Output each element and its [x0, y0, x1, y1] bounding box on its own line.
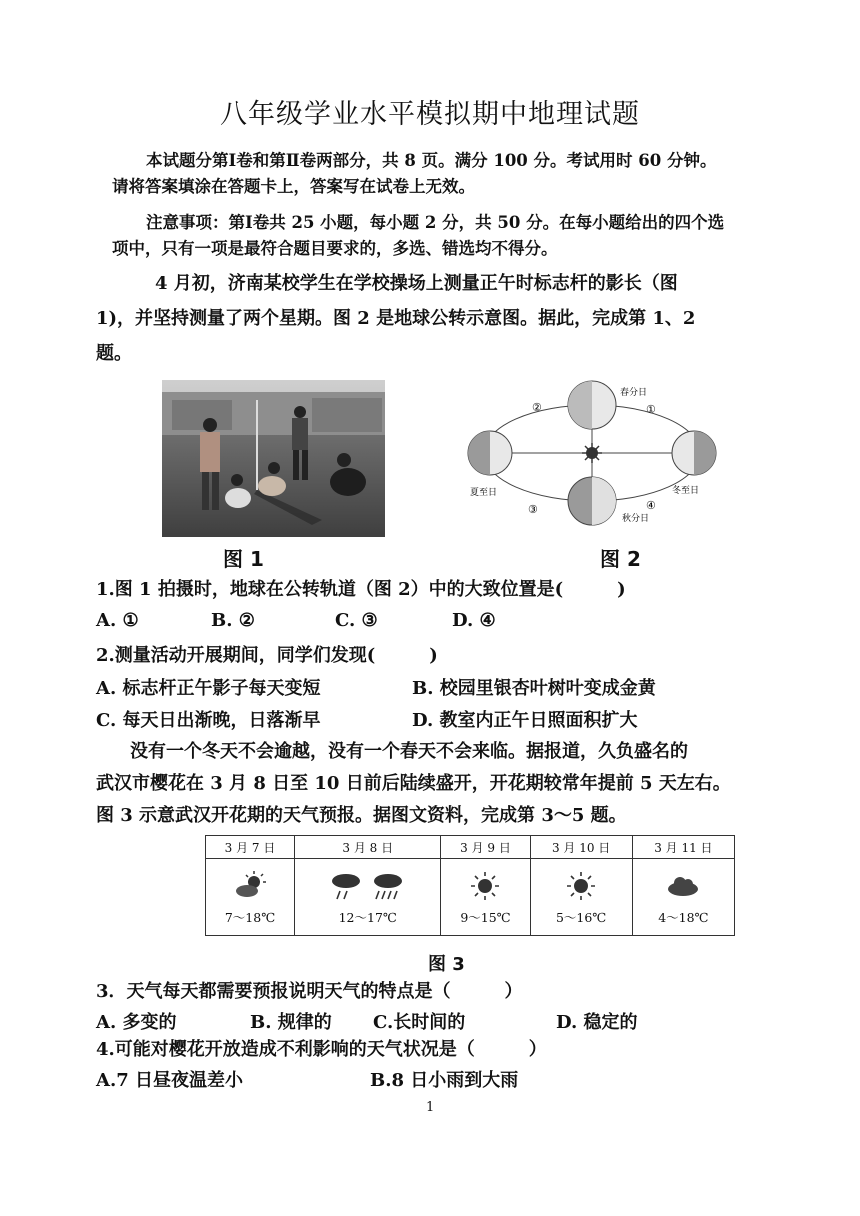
intro-line1: 本试题分第Ⅰ卷和第Ⅱ卷两部分，共 8 页。满分 100 分。考试用时 60 分钟。 [146, 151, 717, 170]
sun-icon [582, 443, 602, 463]
forecast-date: 3 月 8 日 [295, 836, 441, 859]
label-position-3: ③ [528, 503, 538, 516]
passage2-line2: 武汉市樱花在 3 月 8 日至 10 日前后陆续盛开，开花期较常年提前 5 天左右。 [96, 773, 731, 794]
q1-option-b: B. ② [211, 610, 255, 631]
q2-option-b: B. 校园里银杏叶树叶变成金黄 [412, 678, 656, 699]
forecast-date: 3 月 11 日 [632, 836, 734, 859]
q1-option-c: C. ③ [335, 610, 378, 631]
forecast-temp: 4～18℃ [658, 909, 709, 925]
q1-option-d: D. ④ [452, 610, 496, 631]
notice-line1: 注意事项：第Ⅰ卷共 25 小题，每小题 2 分，共 50 分。在每小题给出的四个选 [146, 213, 725, 232]
passage1-line3: 题。 [96, 343, 132, 364]
q4-option-a: A.7 日昼夜温差小 [96, 1070, 244, 1091]
figure2-revolution-diagram [462, 373, 722, 533]
forecast-date: 3 月 7 日 [206, 836, 295, 859]
rain-icon [326, 869, 410, 903]
forecast-temp: 12～17℃ [338, 909, 397, 925]
forecast-cell [295, 859, 441, 936]
partly-cloudy-icon [230, 869, 270, 903]
forecast-cell [530, 859, 632, 936]
figure2-caption: 图 2 [600, 547, 641, 571]
label-position-2: ② [532, 401, 542, 414]
forecast-cell [206, 859, 295, 936]
passage2-line1: 没有一个冬天不会逾越，没有一个春天不会来临。据报道，久负盛名的 [130, 741, 688, 762]
q2-stem: 2.测量活动开展期间，同学们发现( ) [96, 645, 438, 666]
forecast-temp: 7～18℃ [224, 909, 276, 925]
q3-option-d: D. 稳定的 [556, 1012, 638, 1033]
intro-line2: 请将答案填涂在答题卡上，答案写在试卷上无效。 [112, 177, 475, 196]
page-title: 八年级学业水平模拟期中地理试题 [220, 99, 640, 130]
forecast-date: 3 月 9 日 [441, 836, 530, 859]
sun-icon [465, 869, 505, 903]
q3-option-b: B. 规律的 [250, 1012, 332, 1033]
q4-option-b: B.8 日小雨到大雨 [370, 1070, 519, 1091]
weather-forecast-table [205, 835, 735, 936]
sun-icon [561, 869, 601, 903]
passage1-line1: 4 月初，济南某校学生在学校操场上测量正午时标志杆的影长（图 [155, 273, 678, 294]
forecast-cell [441, 859, 530, 936]
label-autumn-equinox: 秋分日 [622, 514, 650, 524]
q3-stem: 3．天气每天都需要预报说明天气的特点是（ ） [96, 981, 523, 1002]
figure1-caption: 图 1 [223, 547, 264, 571]
q2-option-d: D. 教室内正午日照面积扩大 [412, 710, 638, 731]
forecast-temp: 5～16℃ [555, 909, 607, 925]
label-position-1: ① [646, 403, 656, 416]
page-number: 1 [426, 1100, 435, 1115]
figure3-caption: 图 3 [428, 954, 465, 975]
q4-stem: 4.可能对樱花开放造成不利影响的天气状况是（ ） [96, 1039, 547, 1060]
q1-stem: 1.图 1 拍摄时，地球在公转轨道（图 2）中的大致位置是( ) [96, 579, 626, 600]
q2-option-a: A. 标志杆正午影子每天变短 [96, 678, 321, 699]
label-spring-equinox: 春分日 [620, 388, 648, 398]
q2-option-c: C. 每天日出渐晚，日落渐早 [96, 710, 321, 731]
q3-option-c: C.长时间的 [373, 1012, 466, 1033]
forecast-cell [632, 859, 734, 936]
passage1-line2: 1)，并坚持测量了两个星期。图 2 是地球公转示意图。据此，完成第 1、2 [96, 308, 696, 329]
label-summer-solstice: 夏至日 [470, 488, 498, 498]
label-position-4: ④ [646, 499, 656, 512]
q3-option-a: A. 多变的 [96, 1012, 177, 1033]
cloud-icon [663, 869, 703, 903]
figure1-photo [162, 380, 385, 537]
forecast-date: 3 月 10 日 [530, 836, 632, 859]
notice-line2: 项中，只有一项是最符合题目要求的，多选、错选均不得分。 [112, 239, 558, 258]
forecast-temp: 9～15℃ [460, 909, 511, 925]
q1-option-a: A. ① [96, 610, 139, 631]
label-winter-solstice: 冬至日 [672, 486, 700, 496]
passage2-line3: 图 3 示意武汉开花期的天气预报。据图文资料，完成第 3～5 题。 [96, 805, 627, 826]
